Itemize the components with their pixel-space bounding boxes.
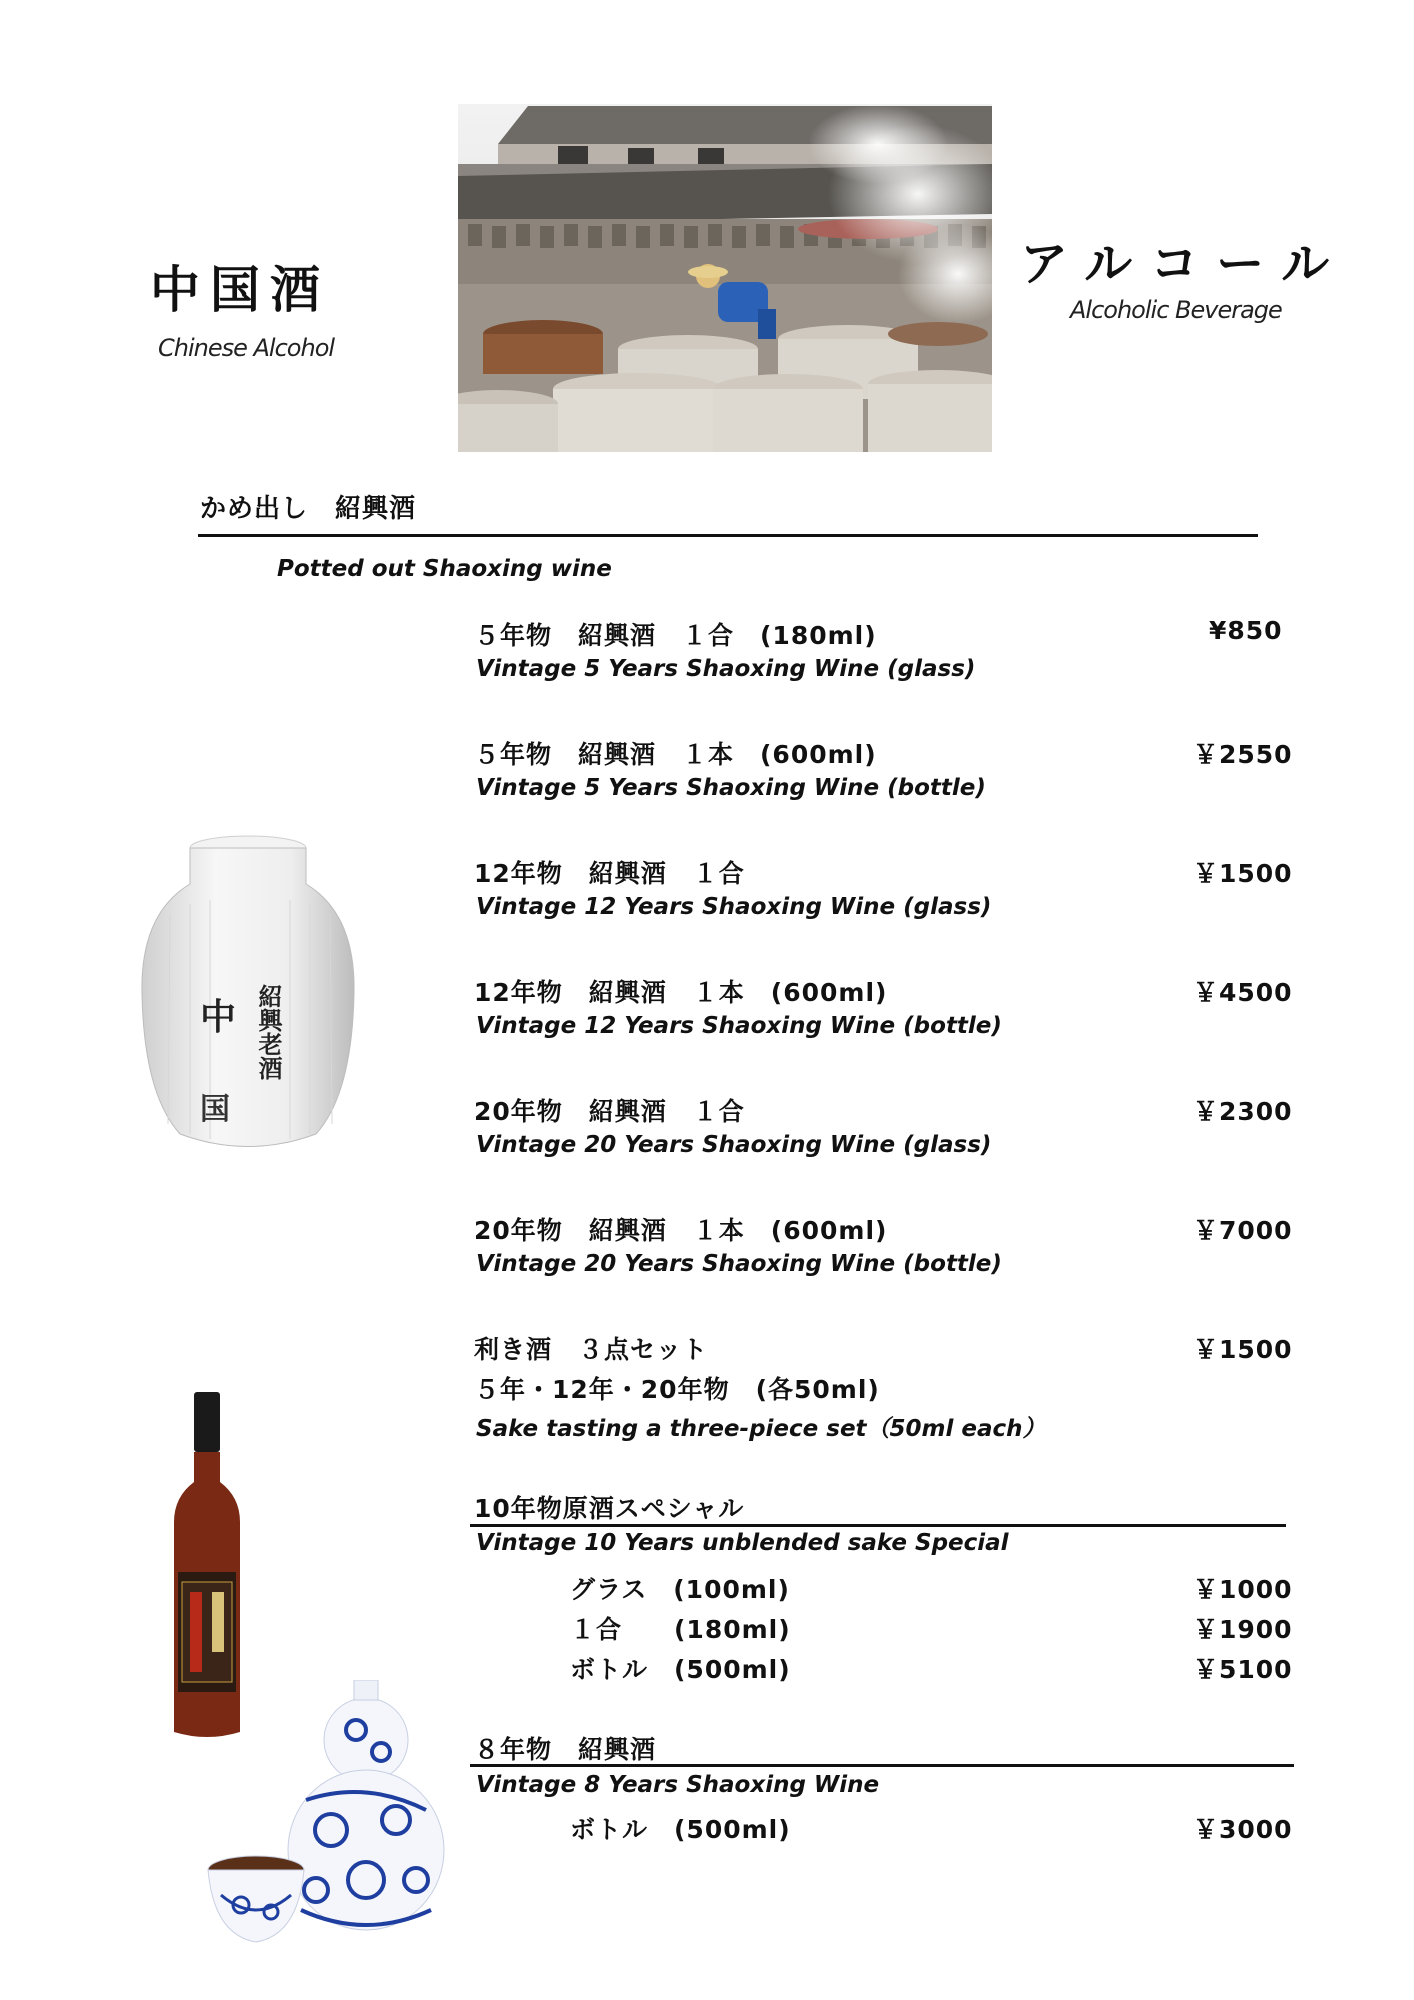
brewery-photo (458, 104, 992, 452)
special-option-price: ￥1900 (1193, 1615, 1293, 1644)
jar-label-vertical: 紹興老酒 (254, 984, 282, 1080)
special-option-label: １合 (180ml) (570, 1615, 791, 1644)
tasting-set-price: ￥1500 (1193, 1335, 1293, 1364)
menu-item-price: ￥1500 (1193, 859, 1293, 888)
menu-item-english: Vintage 12 Years Shaoxing Wine (bottle) (476, 1013, 1002, 1039)
tasting-set-english: Sake tasting a three-piece set（50ml each） (476, 1416, 1046, 1442)
special-option-price: ￥5100 (1193, 1655, 1293, 1684)
eight-year-option-price: ￥3000 (1193, 1815, 1293, 1844)
jar-char-1: 中 (200, 997, 237, 1038)
special-divider (470, 1524, 1286, 1527)
menu-item-english: Vintage 12 Years Shaoxing Wine (glass) (476, 894, 992, 920)
page-title-chinese-alcohol: 中国酒 (150, 261, 330, 319)
eight-year-option-label: ボトル (500ml) (570, 1815, 791, 1844)
porcelain-image (206, 1680, 446, 1950)
menu-item-price: ￥4500 (1193, 978, 1293, 1007)
menu-item-english: Vintage 5 Years Shaoxing Wine (bottle) (476, 775, 986, 801)
eight-year-title: ８年物 紹興酒 (474, 1735, 657, 1764)
menu-item-name: 20年物 紹興酒 １合 (474, 1097, 745, 1126)
eight-year-divider (470, 1764, 1294, 1767)
menu-item-price: ￥2300 (1193, 1097, 1293, 1126)
brewery-illustration (458, 104, 992, 452)
clay-jar-illustration (140, 834, 358, 1154)
jar-char-2: 国 (200, 1092, 230, 1127)
special-option-price: ￥1000 (1193, 1575, 1293, 1604)
menu-item-price: ¥850 (1209, 616, 1283, 645)
section-divider (198, 534, 1258, 537)
page-subtitle-alcohol: Alcoholic Beverage (1070, 296, 1282, 324)
menu-item-name: 12年物 紹興酒 １合 (474, 859, 745, 888)
special-title: 10年物原酒スペシャル (474, 1494, 745, 1523)
menu-item-name: ５年物 紹興酒 １合 (180ml) (474, 621, 877, 650)
clay-jar-image (140, 834, 358, 1154)
menu-item-name: 20年物 紹興酒 １本 (600ml) (474, 1216, 888, 1245)
eight-year-english: Vintage 8 Years Shaoxing Wine (476, 1772, 880, 1798)
menu-item-english: Vintage 5 Years Shaoxing Wine (glass) (476, 656, 976, 682)
menu-item-english: Vintage 20 Years Shaoxing Wine (glass) (476, 1132, 992, 1158)
page-title-alcohol: アルコール (1020, 236, 1348, 292)
page-subtitle-chinese-alcohol: Chinese Alcohol (158, 334, 335, 362)
menu-item-name: 12年物 紹興酒 １本 (600ml) (474, 978, 888, 1007)
menu-item-price: ￥2550 (1193, 740, 1293, 769)
section-title: かめ出し 紹興酒 (200, 494, 417, 524)
menu-item-english: Vintage 20 Years Shaoxing Wine (bottle) (476, 1251, 1002, 1277)
menu-item-name: ５年物 紹興酒 １本 (600ml) (474, 740, 877, 769)
special-option-label: ボトル (500ml) (570, 1655, 791, 1684)
menu-item-price: ￥7000 (1193, 1216, 1293, 1245)
tasting-set-detail: ５年・12年・20年物 (各50ml) (474, 1375, 880, 1404)
section-subtitle: Potted out Shaoxing wine (277, 556, 612, 582)
tasting-set-name: 利き酒 ３点セット (474, 1335, 709, 1364)
special-option-label: グラス (100ml) (570, 1575, 790, 1604)
special-english: Vintage 10 Years unblended sake Special (476, 1530, 1009, 1556)
porcelain-illustration (206, 1680, 446, 1950)
